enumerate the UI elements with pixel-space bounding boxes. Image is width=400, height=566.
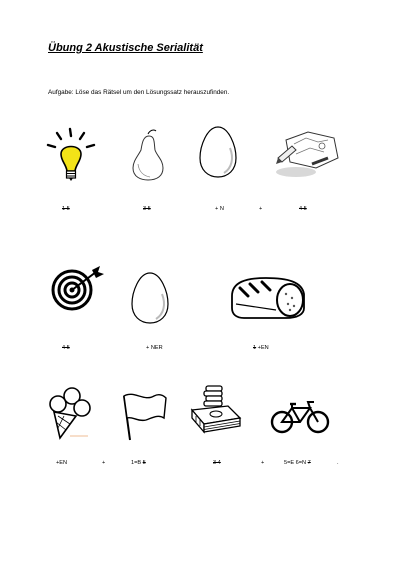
code-map — [299, 206, 307, 212]
code-bicycle-strike: 7 — [307, 460, 311, 466]
code-lightbulb-text: 1 5 — [62, 206, 70, 212]
lightbulb-icon — [44, 126, 100, 184]
plus-sign: + — [259, 206, 263, 212]
code-money-text: 3 4 — [213, 460, 221, 466]
flag-icon — [118, 388, 170, 442]
code-bread — [253, 345, 269, 351]
code-egg-2: + NER — [146, 345, 163, 351]
code-money — [213, 460, 221, 466]
bread-icon — [226, 274, 308, 320]
pear-icon — [128, 128, 168, 182]
code-flag-strike: 5 — [142, 460, 146, 466]
code-flag-text: 1=B — [131, 460, 143, 466]
code-bicycle-text: 5=E 6=N — [284, 460, 308, 466]
egg-icon — [196, 124, 240, 180]
code-target — [62, 345, 70, 351]
plus-sign-2: + — [102, 460, 106, 466]
code-bread-number: 1 — [253, 345, 257, 351]
code-bread-text: +EN — [256, 345, 269, 351]
code-target-text: 4 5 — [62, 345, 70, 351]
money-icon — [188, 384, 244, 436]
sentence-period: . — [337, 460, 339, 466]
code-bicycle — [284, 460, 311, 466]
code-pear-text: 3 5 — [143, 206, 151, 212]
target-icon — [50, 266, 104, 312]
map-icon — [272, 128, 344, 182]
page-title: Übung 2 Akustische Serialität — [48, 42, 203, 54]
code-egg: + N — [215, 206, 224, 212]
egg-icon — [128, 270, 172, 326]
code-flag — [131, 460, 146, 466]
code-ice-cream: +EN — [56, 460, 68, 466]
code-lightbulb — [62, 206, 70, 212]
task-instruction: Aufgabe: Löse das Rätsel um den Lösungssatz herauszufinden. — [48, 89, 230, 96]
code-pear — [143, 206, 151, 212]
plus-sign-3: + — [261, 460, 265, 466]
bicycle-icon — [270, 398, 330, 434]
ice-cream-icon — [46, 386, 100, 440]
code-map-text: 4 5 — [299, 206, 307, 212]
